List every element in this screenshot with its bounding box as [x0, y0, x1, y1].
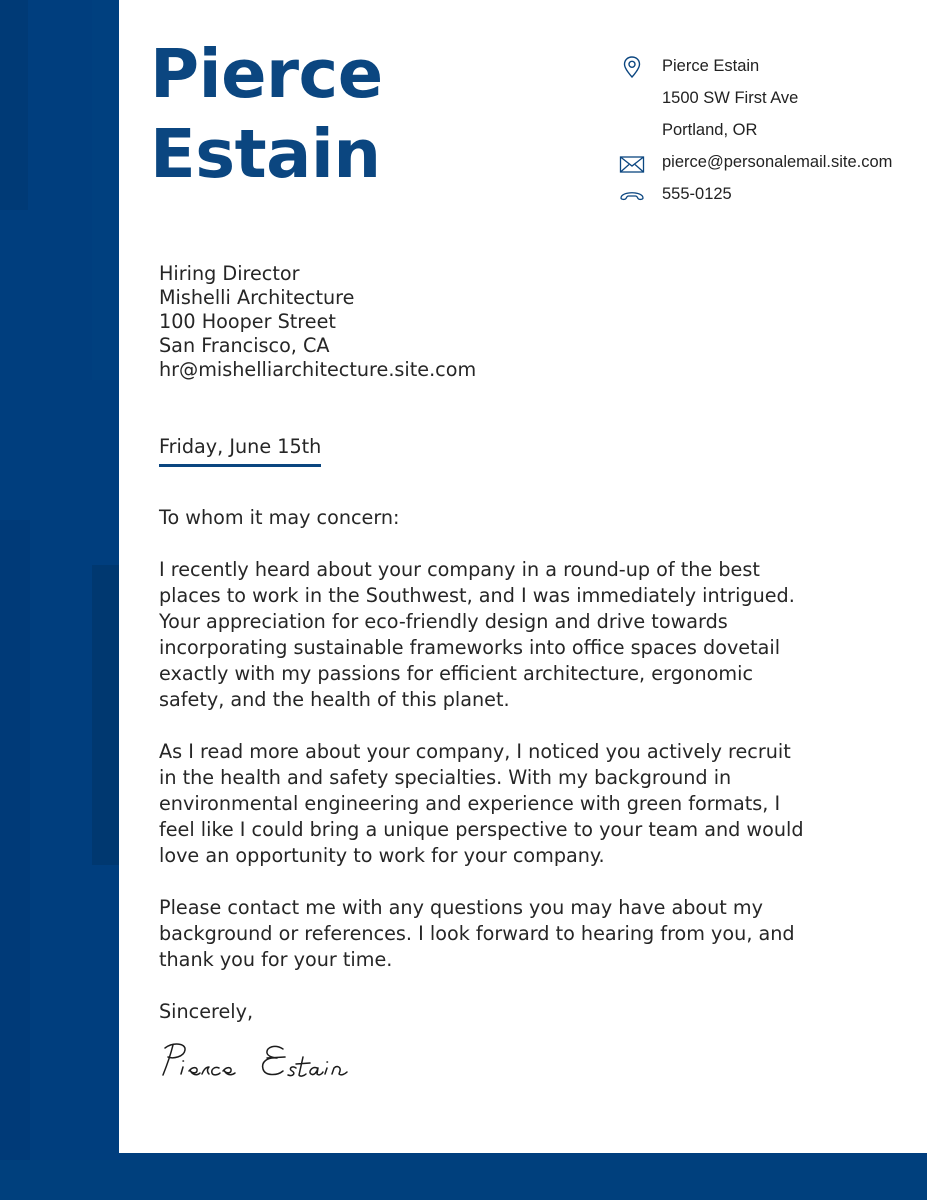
paragraph: As I read more about your company, I noticed you actively recruit in the health and safety specialties. With my background in environmental engineering and experience with green formats, I feel like I could bring a unique perspective to your team and would love an opportunity to work for your company.	[159, 740, 804, 867]
contact-city: Portland, OR	[662, 121, 758, 139]
contact-street: 1500 SW First Ave	[662, 89, 799, 107]
background-stripe	[0, 520, 30, 1200]
sender-name-heading	[150, 34, 383, 194]
contact-address-name	[619, 50, 919, 82]
sender-first-name: Pierce	[150, 35, 383, 113]
paragraph: I recently heard about your company in a round-up of the best places to work in the Southwest, and I was immediately intrigued. Your appreciation for eco-friendly design and drive towards incorporating sustainable frameworks into office spaces dovetail exactly with my passions for efficient architecture, ergonomic safety, and the health of this planet.	[159, 558, 795, 711]
contact-city-row	[619, 114, 919, 146]
closing: Sincerely,	[159, 1000, 254, 1023]
handwritten-signature	[159, 1039, 389, 1083]
salutation: To whom it may concern:	[159, 506, 400, 529]
contact-phone[interactable]: 555-0125	[662, 185, 732, 203]
recipient-email[interactable]: hr@mishelliarchitecture.site.com	[159, 358, 477, 381]
recipient-city: San Francisco, CA	[159, 334, 330, 357]
contact-phone-row	[619, 178, 919, 210]
letter-date: Friday, June 15th	[159, 434, 321, 467]
letter-page	[119, 0, 927, 1153]
contact-name: Pierce Estain	[662, 57, 760, 75]
background-stripe	[0, 1160, 927, 1200]
recipient-company: Mishelli Architecture	[159, 286, 355, 309]
background-stripe	[92, 565, 122, 865]
envelope-icon	[619, 154, 645, 176]
recipient-title: Hiring Director	[159, 262, 300, 285]
contact-street-row	[619, 82, 919, 114]
paragraph: Please contact me with any questions you may have about my background or references. I look forward to hearing from you, and thank you for your time.	[159, 896, 795, 971]
location-pin-icon	[619, 53, 645, 79]
contact-email[interactable]: pierce@personalemail.site.com	[662, 153, 893, 171]
phone-icon	[619, 184, 645, 206]
recipient-street: 100 Hooper Street	[159, 310, 336, 333]
letter-body	[159, 262, 809, 1083]
background-stripe	[0, 0, 28, 210]
contact-email-row	[619, 146, 919, 178]
background-stripe	[92, 0, 122, 380]
recipient-block	[159, 262, 809, 382]
sender-contact-block	[619, 50, 919, 210]
sender-last-name: Estain	[150, 115, 381, 193]
